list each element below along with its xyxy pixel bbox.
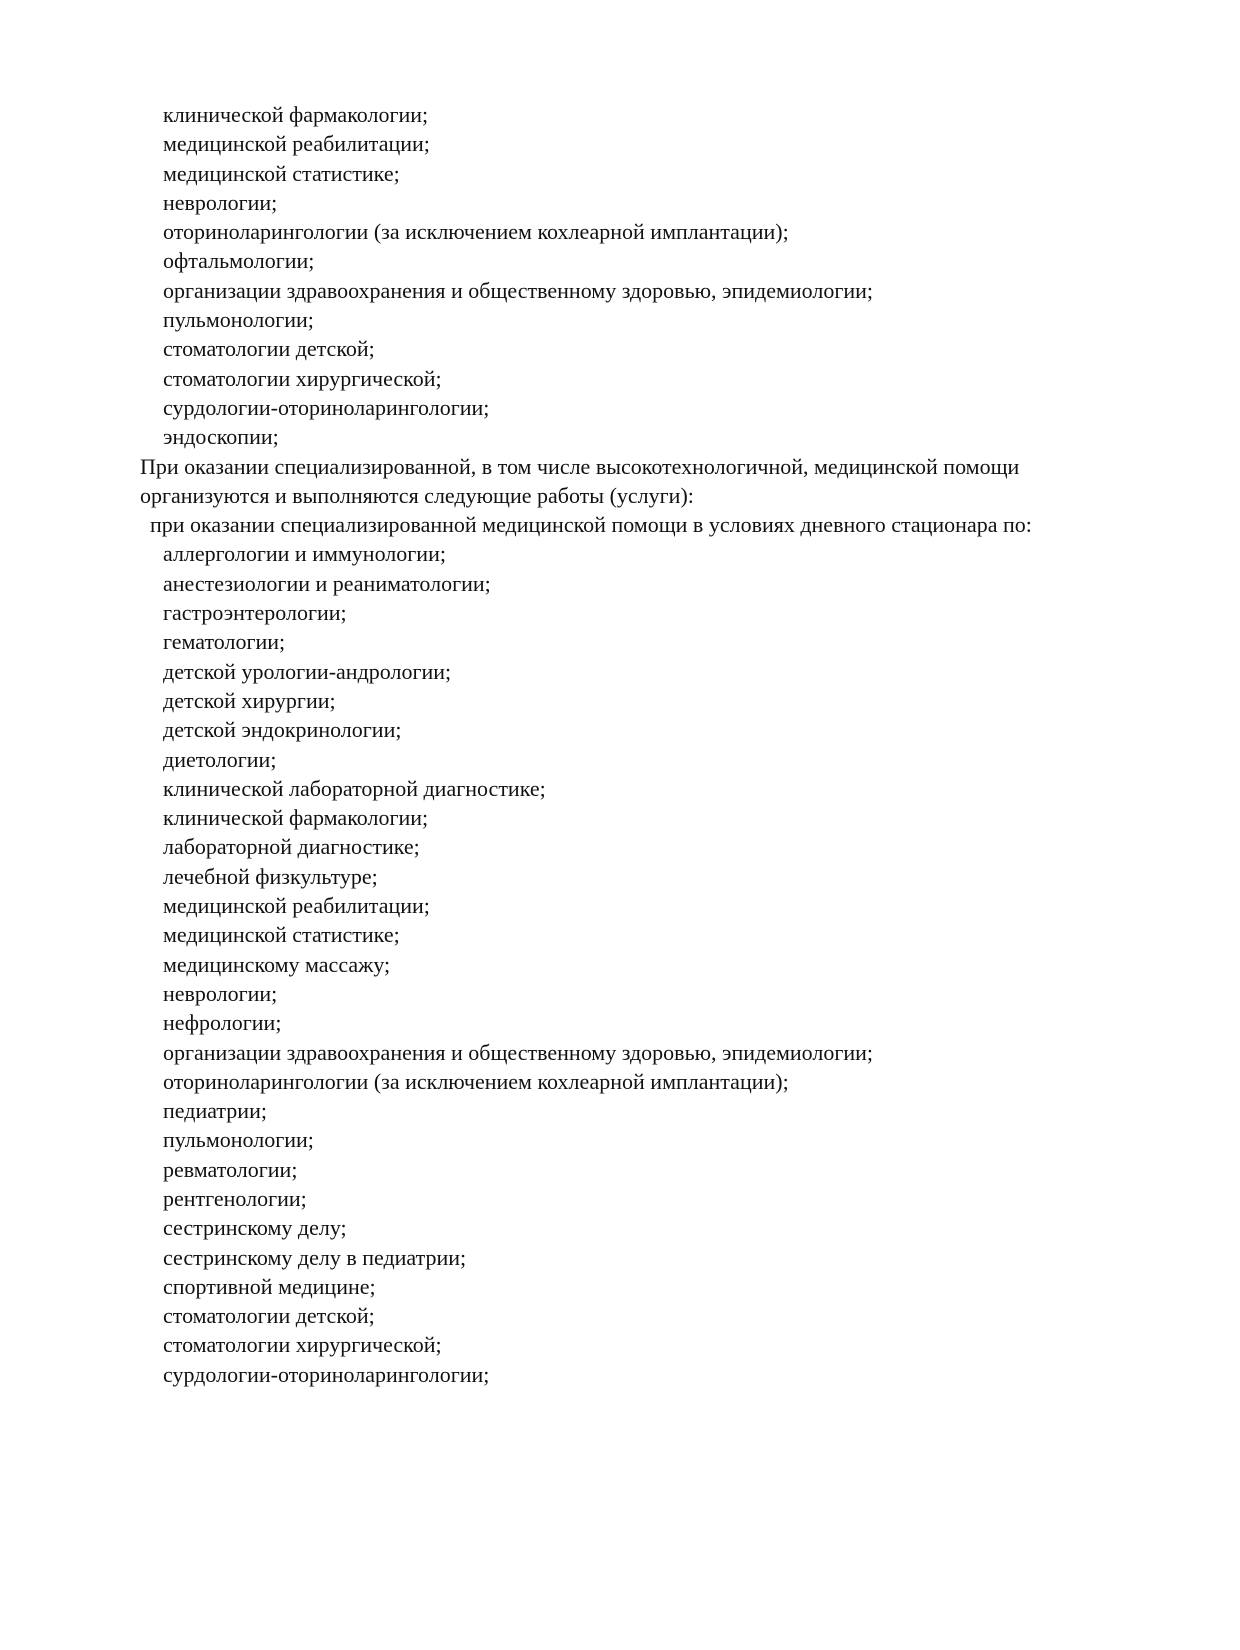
paragraph-line: организуются и выполняются следующие работы (услуги): bbox=[140, 482, 694, 508]
list-item: лабораторной диагностике; bbox=[163, 834, 420, 860]
list-item: медицинской статистике; bbox=[163, 160, 400, 186]
list-item: стоматологии детской; bbox=[163, 336, 375, 362]
list-item: клинической лабораторной диагностике; bbox=[163, 775, 546, 801]
list-item: спортивной медицине; bbox=[163, 1273, 376, 1299]
list-item: детской эндокринологии; bbox=[163, 717, 402, 743]
list-item: организации здравоохранения и общественному здоровью, эпидемиологии; bbox=[163, 1039, 874, 1065]
list-item: стоматологии хирургической; bbox=[163, 365, 442, 391]
list-item: стоматологии детской; bbox=[163, 1303, 375, 1329]
list-item: клинической фармакологии; bbox=[163, 102, 429, 127]
list-item: эндоскопии; bbox=[163, 424, 279, 450]
list-item: офтальмологии; bbox=[163, 248, 315, 274]
list-item: педиатрии; bbox=[163, 1098, 267, 1124]
list-item: сурдологии-оториноларингологии; bbox=[163, 1361, 490, 1387]
intro-paragraph bbox=[140, 452, 1120, 511]
list-item: медицинскому массажу; bbox=[163, 951, 391, 977]
list-item: сестринскому делу; bbox=[163, 1215, 347, 1241]
list-item: медицинской статистике; bbox=[163, 922, 400, 948]
list-item: оториноларингологии (за исключением кохлеарной имплантации); bbox=[163, 1068, 789, 1094]
list-item: клинической фармакологии; bbox=[163, 805, 429, 831]
list-item: аллергологии и иммунологии; bbox=[163, 541, 446, 567]
list-item: пульмонологии; bbox=[163, 1127, 314, 1153]
list-item: гематологии; bbox=[163, 629, 286, 655]
specialty-list-bottom bbox=[140, 539, 1120, 1389]
list-item: неврологии; bbox=[163, 980, 278, 1006]
list-item: лечебной физкультуре; bbox=[163, 863, 378, 889]
list-item: организации здравоохранения и общественному здоровью, эпидемиологии; bbox=[163, 277, 874, 303]
list-item: неврологии; bbox=[163, 189, 278, 215]
specialty-list-top bbox=[140, 100, 1120, 452]
list-item: сестринскому делу в педиатрии; bbox=[163, 1244, 467, 1270]
section-subheading: при оказании специализированной медицинской помощи в условиях дневного стационара по: bbox=[150, 512, 1032, 538]
document-body bbox=[140, 100, 1120, 1389]
list-item: медицинской реабилитации; bbox=[163, 893, 430, 919]
paragraph-line: При оказании специализированной, в том числе высокотехнологичной, медицинской помощи bbox=[140, 453, 1020, 479]
list-item: гастроэнтерологии; bbox=[163, 600, 347, 626]
list-item: ревматологии; bbox=[163, 1156, 298, 1182]
list-item: диетологии; bbox=[163, 746, 277, 772]
list-item: медицинской реабилитации; bbox=[163, 131, 430, 157]
list-item: оториноларингологии (за исключением кохлеарной имплантации); bbox=[163, 219, 789, 245]
list-item: анестезиологии и реаниматологии; bbox=[163, 570, 491, 596]
list-item: рентгенологии; bbox=[163, 1185, 307, 1211]
list-item: сурдологии-оториноларингологии; bbox=[163, 394, 490, 420]
list-item: детской хирургии; bbox=[163, 687, 336, 713]
list-item: детской урологии-андрологии; bbox=[163, 658, 452, 684]
list-item: стоматологии хирургической; bbox=[163, 1332, 442, 1358]
list-item: нефрологии; bbox=[163, 1010, 282, 1036]
list-item: пульмонологии; bbox=[163, 307, 314, 333]
